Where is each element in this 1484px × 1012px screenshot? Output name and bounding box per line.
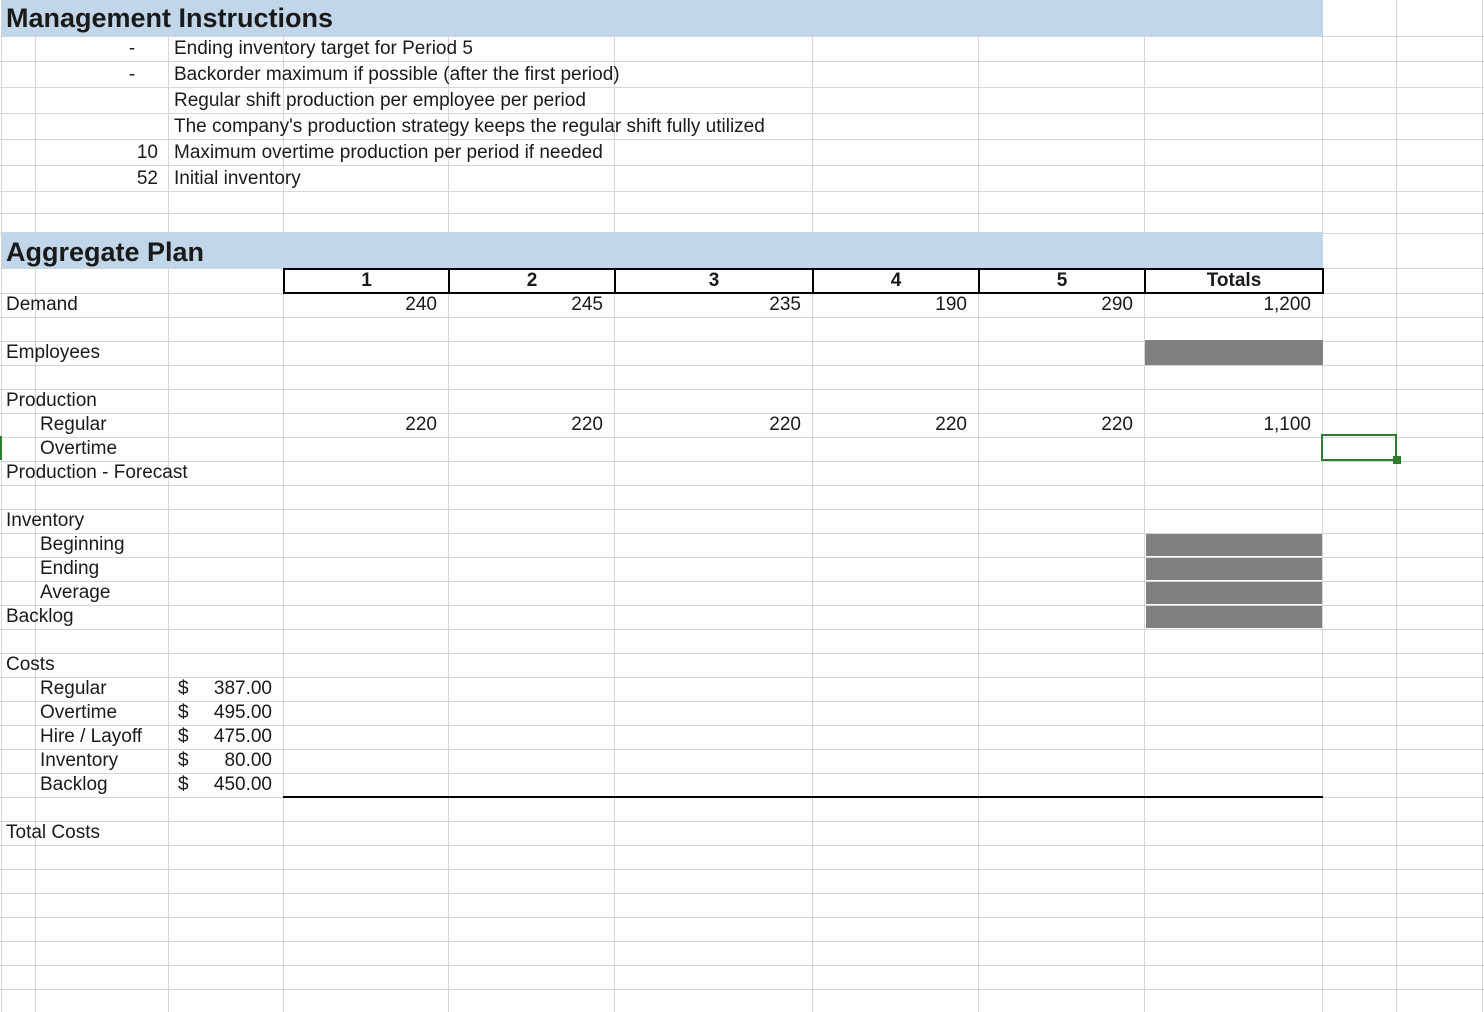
instruction-text[interactable]: The company's production strategy keeps the regular shift fully utilized — [174, 116, 765, 137]
period-header-1[interactable]: 1 — [361, 270, 372, 291]
grid-row-line — [0, 113, 1484, 114]
grid-row-line — [0, 165, 1484, 166]
grid-row-line — [0, 461, 1484, 462]
period-header-3[interactable]: 3 — [708, 270, 720, 291]
cost-label[interactable]: Hire / Layoff — [40, 726, 143, 747]
demand-total[interactable]: 1,200 — [1263, 294, 1311, 315]
cost-amount: 387.00 — [213, 678, 272, 699]
instruction-value[interactable]: - — [128, 64, 136, 85]
currency-symbol: $ — [178, 750, 189, 771]
employees-label[interactable]: Employees — [6, 342, 100, 363]
totals-header[interactable]: Totals — [1206, 270, 1262, 291]
backlog-label[interactable]: Backlog — [6, 606, 74, 627]
grid-row-line — [0, 965, 1484, 966]
grid-col-line — [1, 0, 2, 1012]
grid-row-line — [0, 87, 1484, 88]
cost-amount: 80.00 — [224, 750, 272, 771]
cost-label[interactable]: Regular — [40, 678, 107, 699]
cost-label[interactable]: Inventory — [40, 750, 119, 771]
grid-row-line — [0, 653, 1484, 654]
backlog-total-cell[interactable] — [1146, 606, 1322, 628]
grid-col-line — [1322, 0, 1323, 1012]
grid-row-line — [0, 437, 1484, 438]
inventory-average-total-cell[interactable] — [1146, 582, 1322, 604]
inventory-label[interactable]: Inventory — [6, 510, 85, 531]
grid-row-line — [0, 629, 1484, 630]
grid-row-line — [0, 365, 1484, 366]
grid-row-line — [0, 61, 1484, 62]
demand-value[interactable]: 240 — [405, 294, 437, 315]
production-regular-value[interactable]: 220 — [571, 414, 603, 435]
grid-col-line — [1396, 0, 1397, 1012]
production-forecast-label[interactable]: Production - Forecast — [6, 462, 188, 483]
grid-col-line — [1144, 0, 1145, 1012]
cost-value[interactable] — [178, 749, 272, 773]
production-label[interactable]: Production — [6, 390, 97, 411]
grid-row-line — [0, 941, 1484, 942]
period-header-2[interactable]: 2 — [526, 270, 538, 291]
costs-label[interactable]: Costs — [6, 654, 55, 675]
grid-col-line — [35, 0, 36, 1012]
production-regular-value[interactable]: 220 — [1101, 414, 1133, 435]
production-regular-total[interactable]: 1,100 — [1263, 414, 1311, 435]
instructions-title: Management Instructions — [6, 3, 334, 33]
inventory-beginning-total-cell[interactable] — [1146, 534, 1322, 556]
grid-row-line — [0, 821, 1484, 822]
grid-col-line — [1482, 0, 1483, 1012]
inventory-beginning-label[interactable]: Beginning — [40, 534, 125, 555]
grid-row-line — [0, 893, 1484, 894]
demand-value[interactable]: 190 — [935, 294, 967, 315]
plan-title: Aggregate Plan — [6, 237, 205, 267]
instruction-text[interactable]: Backorder maximum if possible (after the first period) — [174, 64, 620, 85]
cost-amount: 475.00 — [213, 726, 272, 747]
employees-total-cell[interactable] — [1145, 340, 1323, 365]
cost-value[interactable] — [178, 773, 272, 797]
instruction-value[interactable]: 10 — [136, 142, 158, 163]
costs-underline — [283, 796, 1323, 798]
grid-row-line — [0, 389, 1484, 390]
grid-row-line — [0, 485, 1484, 486]
cost-amount: 450.00 — [213, 774, 272, 795]
instruction-text[interactable]: Maximum overtime production per period if needed — [174, 142, 603, 163]
cost-value[interactable] — [178, 677, 272, 701]
demand-value[interactable]: 245 — [571, 294, 603, 315]
currency-symbol: $ — [178, 678, 189, 699]
currency-symbol: $ — [178, 774, 189, 795]
production-overtime-label[interactable]: Overtime — [40, 438, 118, 459]
cost-amount: 495.00 — [213, 702, 272, 723]
demand-value[interactable]: 235 — [769, 294, 801, 315]
inventory-ending-label[interactable]: Ending — [40, 558, 100, 579]
period-header-5[interactable]: 5 — [1056, 270, 1068, 291]
period-header-4[interactable]: 4 — [890, 270, 902, 291]
instruction-value[interactable] — [100, 115, 158, 139]
grid-row-line — [0, 139, 1484, 140]
fill-handle[interactable] — [1393, 456, 1401, 464]
grid-row-line — [0, 845, 1484, 846]
grid-row-line — [0, 317, 1484, 318]
grid-col-line — [168, 0, 169, 1012]
demand-label[interactable]: Demand — [6, 294, 78, 315]
production-regular-value[interactable]: 220 — [935, 414, 967, 435]
selected-cell[interactable] — [1321, 434, 1397, 461]
header-box-right — [1322, 268, 1324, 294]
grid-row-line — [0, 917, 1484, 918]
grid-row-line — [0, 869, 1484, 870]
grid-row-line — [0, 213, 1484, 214]
grid-row-line — [0, 509, 1484, 510]
inventory-ending-total-cell[interactable] — [1146, 558, 1322, 580]
production-regular-value[interactable]: 220 — [769, 414, 801, 435]
instruction-value[interactable]: 52 — [136, 168, 158, 189]
cost-label[interactable]: Overtime — [40, 702, 118, 723]
grid-row-line — [0, 989, 1484, 990]
instruction-value[interactable]: - — [128, 38, 136, 59]
production-regular-label[interactable]: Regular — [40, 414, 107, 435]
grid-col-line — [614, 0, 615, 1012]
instruction-value[interactable] — [100, 89, 158, 113]
inventory-average-label[interactable]: Average — [40, 582, 111, 603]
currency-symbol: $ — [178, 726, 189, 747]
cost-value[interactable] — [178, 701, 272, 725]
demand-value[interactable]: 290 — [1101, 294, 1133, 315]
instruction-text[interactable]: Initial inventory — [174, 168, 301, 189]
row-marker — [0, 436, 2, 460]
grid-col-line — [812, 0, 813, 1012]
grid-row-line — [0, 191, 1484, 192]
instruction-text[interactable]: Regular shift production per employee per period — [174, 90, 586, 111]
cost-label[interactable]: Backlog — [40, 774, 108, 795]
currency-symbol: $ — [178, 702, 189, 723]
production-regular-value[interactable]: 220 — [405, 414, 437, 435]
total-costs-label[interactable]: Total Costs — [6, 822, 100, 843]
cost-value[interactable] — [178, 725, 272, 749]
instruction-text[interactable]: Ending inventory target for Period 5 — [174, 38, 473, 59]
grid-col-line — [978, 0, 979, 1012]
